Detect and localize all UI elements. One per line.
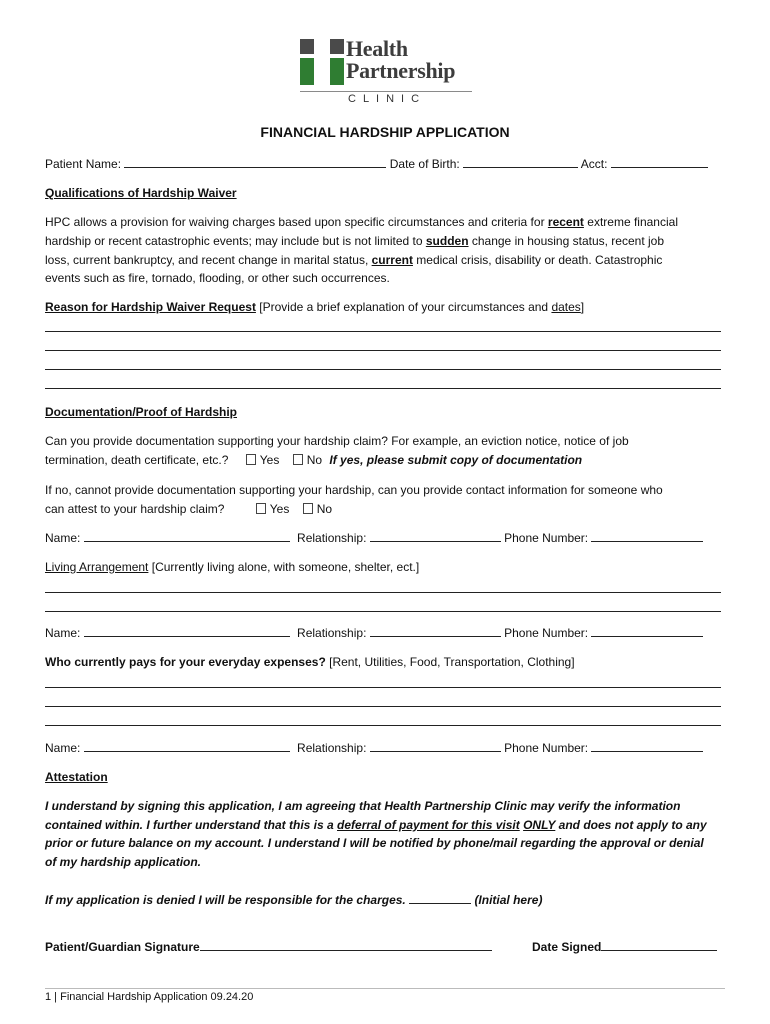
contact-relationship-label: Relationship: [297,741,367,755]
denial-text: If my application is denied I will be responsible for the charges. [45,893,406,907]
qual-text: HPC allows a provision for waiving charges based upon specific circumstances and criteria for [45,215,548,229]
contact-relationship-field[interactable] [370,739,501,752]
contact-phone-field[interactable] [591,624,703,637]
contact-name-field[interactable] [84,739,290,752]
doc-question2-text: can attest to your hardship claim? [45,502,225,516]
reason-hint-end: ] [580,300,585,314]
attest-yes-checkbox[interactable] [256,503,266,514]
signature-field[interactable] [200,938,492,951]
initial-field[interactable] [409,891,471,904]
attestation-line4: of my hardship application. [45,855,202,869]
attest-yes-label: Yes [269,502,290,516]
expenses-hint: [Rent, Utilities, Food, Transportation, Clothing] [325,655,575,669]
expenses-heading-line [45,653,575,672]
logo-name-line2: Partnership [346,58,456,83]
attestation-deferral: deferral of payment for this visit [337,818,520,832]
qual-emphasis-sudden: sudden [425,234,469,248]
doc-no-checkbox[interactable] [293,454,303,465]
logo-name [346,38,455,82]
footer-separator: | [51,991,61,1003]
expenses-answer-line-2[interactable] [45,706,721,707]
patient-name-field[interactable] [124,155,386,168]
qualifications-text-line2 [45,232,664,251]
contact-relationship-label: Relationship: [297,626,367,640]
logo-divider [300,91,472,92]
reason-answer-line-4[interactable] [45,388,721,389]
contact-phone-field[interactable] [591,529,703,542]
qual-emphasis-current: current [371,253,413,267]
living-hint: [Currently living alone, with someone, shelter, ect.] [148,560,420,574]
reason-answer-line-2[interactable] [45,350,721,351]
attest-no-checkbox[interactable] [303,503,313,514]
contact-name-field[interactable] [84,624,290,637]
attest-no-label: No [316,502,333,516]
date-signed-field[interactable] [601,938,717,951]
contact-name-label: Name: [45,626,81,640]
doc-question-text: termination, death certificate, etc.? [45,453,229,467]
contact-relationship-label: Relationship: [297,531,367,545]
reason-hint: [Provide a brief explanation of your circumstances and [255,300,552,314]
contact-phone-label: Phone Number: [504,531,589,545]
contact-relationship-field[interactable] [370,529,501,542]
living-heading: Living Arrangement [45,560,149,574]
attestation-text: and does not apply to any [555,818,707,832]
reason-heading-line [45,298,584,317]
signature-line [45,938,492,957]
dob-field[interactable] [463,155,578,168]
page-title: FINANCIAL HARDSHIP APPLICATION [260,124,510,140]
acct-label: Acct: [580,157,608,171]
patient-line [45,155,708,174]
attestation-line3: prior or future balance on my account. I understand I will be notified by phone/mail regarding the approval or denial [45,836,704,850]
contact-phone-label: Phone Number: [504,741,589,755]
dob-label: Date of Birth: [389,157,460,171]
contact-row [45,739,703,758]
contact-phone-label: Phone Number: [504,626,589,640]
qual-text: medical crisis, disability or death. Catastrophic [412,253,663,267]
contact-relationship-field[interactable] [370,624,501,637]
page-footer [45,991,253,1003]
date-signed-line [532,938,717,957]
logo-name-line1: Health [346,36,408,61]
logo-mark-icon [300,39,344,85]
patient-name-label: Patient Name: [45,157,122,171]
reason-hint-dates: dates [551,300,581,314]
acct-field[interactable] [611,155,708,168]
attestation-text: contained within. I further understand that this is a [45,818,338,832]
date-signed-label: Date Signed [532,940,602,954]
footer-page-number: 1 [45,991,52,1003]
denial-line [45,891,542,910]
reason-answer-line-3[interactable] [45,369,721,370]
attestation-line1: I understand by signing this application, I am agreeing that Health Partnership Clinic may verify the information [45,799,681,813]
doc-no-label: No [306,453,323,467]
qualifications-text-line1 [45,213,678,232]
footer-text: Financial Hardship Application 09.24.20 [60,991,254,1003]
qual-text: change in housing status, recent job [468,234,664,248]
logo-subtitle: CLINIC [348,93,427,105]
reason-heading: Reason for Hardship Waiver Request [45,300,256,314]
initial-here-label: (Initial here) [474,893,543,907]
reason-answer-line-1[interactable] [45,331,721,332]
qual-emphasis-recent: recent [547,215,584,229]
contact-name-label: Name: [45,531,81,545]
doc-question2-line1: If no, cannot provide documentation supporting your hardship, can you provide contact information for someone who [45,483,663,497]
clinic-logo [300,38,472,108]
contact-row [45,529,703,548]
qual-text: extreme financial [583,215,678,229]
doc-yes-note: If yes, please submit copy of documentation [329,453,583,467]
doc-question-line1: Can you provide documentation supporting your hardship claim? For example, an eviction notice, notice of job [45,434,629,448]
contact-name-label: Name: [45,741,81,755]
doc-question-line2 [45,451,582,470]
attestation-heading: Attestation [45,770,108,784]
attestation-only: ONLY [523,818,556,832]
qualifications-text-line4: events such as fire, tornado, flooding, or other such occurrences. [45,271,390,285]
doc-yes-checkbox[interactable] [246,454,256,465]
footer-divider [45,988,725,989]
living-answer-line-2[interactable] [45,611,721,612]
doc-yes-label: Yes [259,453,280,467]
expenses-answer-line-3[interactable] [45,725,721,726]
expenses-heading: Who currently pays for your everyday expenses? [45,655,326,669]
expenses-answer-line-1[interactable] [45,687,721,688]
qual-text: hardship or recent catastrophic events; may include but is not limited to [45,234,426,248]
living-answer-line-1[interactable] [45,592,721,593]
attestation-line2 [45,816,707,835]
qualifications-heading: Qualifications of Hardship Waiver [45,186,237,200]
contact-name-field[interactable] [84,529,290,542]
qualifications-text-line3 [45,251,662,270]
qual-text: loss, current bankruptcy, and recent change in marital status, [45,253,372,267]
contact-phone-field[interactable] [591,739,703,752]
contact-row [45,624,703,643]
doc-question2-line2 [45,500,332,519]
living-heading-line [45,558,419,577]
documentation-heading: Documentation/Proof of Hardship [45,405,237,419]
signature-label: Patient/Guardian Signature [45,940,200,954]
